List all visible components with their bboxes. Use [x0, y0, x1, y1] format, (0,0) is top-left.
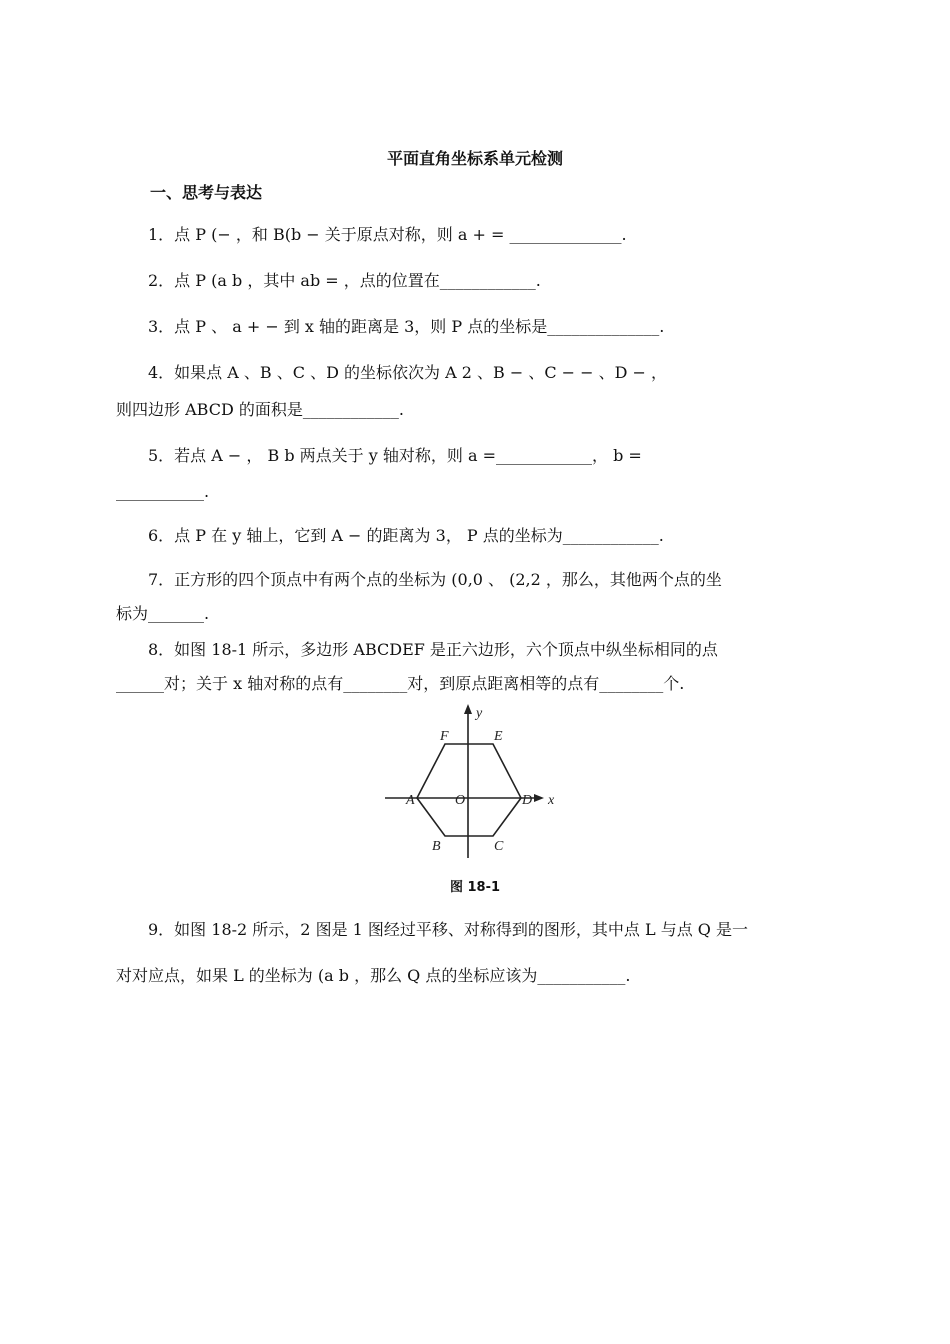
question-9-line-2: 对对应点，如果 L 的坐标为 (a b ，那么 Q 点的坐标应该为___________.: [116, 966, 631, 985]
question-5-line-2: ___________.: [116, 482, 210, 501]
figure-caption: 图 18-1: [449, 880, 501, 895]
hexagon-figure: [380, 700, 570, 860]
question-5-line-1: 5．若点 A − ， B b 两点关于 y 轴对称，则 a =____________， b =: [148, 446, 642, 465]
question-3: 3．点 P 、 a + − 到 x 轴的距离是 3，则 P 点的坐标是______________.: [148, 317, 665, 336]
question-4-line-2: 则四边形 ABCD 的面积是____________.: [116, 400, 404, 419]
vertex-a-label: A: [406, 793, 415, 808]
vertex-f-label: F: [440, 729, 449, 744]
x-axis-label: x: [548, 793, 555, 808]
question-9-line-1: 9．如图 18-2 所示，2 图是 1 图经过平移、对称得到的图形，其中点 L 与点 Q 是一: [148, 920, 749, 939]
y-axis-arrow: [464, 704, 472, 714]
page-title: 平面直角坐标系单元检测: [386, 149, 563, 168]
y-axis-label: y: [476, 706, 483, 721]
question-2: 2．点 P (a b ，其中 ab = ，点的位置在____________.: [148, 271, 541, 290]
question-8-line-1: 8．如图 18-1 所示，多边形 ABCDEF 是正六边形，六个顶点中纵坐标相同的点: [148, 640, 718, 659]
vertex-d-label: D: [522, 793, 533, 808]
question-7-line-2: 标为_______.: [116, 604, 210, 623]
x-axis-arrow: [534, 794, 544, 802]
vertex-e-label: E: [494, 729, 503, 744]
section-heading: 一、思考与表达: [150, 183, 263, 202]
vertex-c-label: C: [494, 839, 504, 854]
question-8-line-2: ______对；关于 x 轴对称的点有________对，到原点距离相等的点有________个.: [116, 674, 685, 693]
question-1: 1．点 P (− ，和 B(b − 关于原点对称，则 a + = ______________.: [148, 225, 627, 244]
origin-label: O: [455, 793, 466, 808]
question-7-line-1: 7．正方形的四个顶点中有两个点的坐标为 (0,0 、 (2,2 ，那么，其他两个点的坐: [148, 570, 722, 589]
hexagon-shape: [417, 744, 521, 836]
question-6: 6．点 P 在 y 轴上，它到 A − 的距离为 3， P 点的坐标为____________.: [148, 526, 664, 545]
question-4-line-1: 4．如果点 A 、B 、C 、D 的坐标依次为 A 2 、B − 、C − − 、D − ，: [148, 363, 668, 382]
vertex-b-label: B: [432, 839, 441, 854]
